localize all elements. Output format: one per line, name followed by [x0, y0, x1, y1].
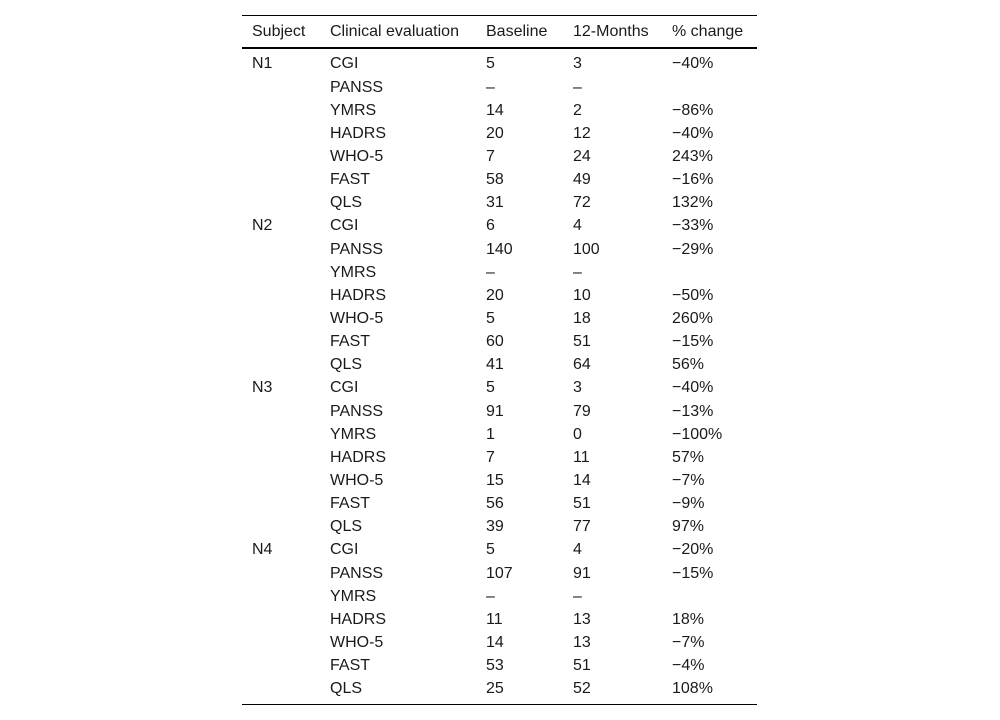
- cell-baseline: 107: [486, 564, 513, 582]
- table-row: [242, 353, 757, 376]
- cell-subject: [242, 515, 320, 538]
- cell-clinical-evaluation: QLS: [330, 355, 363, 373]
- cell-baseline: –: [486, 587, 495, 605]
- cell-percent-change: 243%: [672, 147, 713, 165]
- table-row: [242, 284, 757, 307]
- cell-12-months: 14: [573, 471, 591, 489]
- cell-percent-change: −40%: [672, 55, 714, 72]
- table-row: [242, 99, 757, 122]
- cell-subject: [242, 423, 320, 446]
- table-row: [242, 145, 757, 168]
- header-subject: Subject: [242, 16, 320, 49]
- cell-subject: [242, 585, 320, 608]
- cell-baseline: 15: [486, 471, 504, 489]
- cell-baseline: 56: [486, 494, 504, 512]
- cell-12-months: 77: [573, 517, 591, 535]
- cell-subject: [242, 353, 320, 376]
- cell-clinical-evaluation: HADRS: [330, 610, 387, 628]
- cell-percent-change: −13%: [672, 402, 714, 420]
- cell-percent-change: −33%: [672, 217, 714, 234]
- cell-clinical-evaluation: CGI: [330, 55, 359, 72]
- cell-subject: [242, 400, 320, 423]
- cell-subject: N1: [252, 55, 273, 72]
- table-row: [242, 562, 757, 585]
- cell-subject: [242, 654, 320, 677]
- table-row: [242, 446, 757, 469]
- cell-subject: N4: [252, 541, 273, 558]
- table-row: [242, 469, 757, 492]
- table-row: [242, 400, 757, 423]
- cell-clinical-evaluation: QLS: [330, 193, 363, 211]
- cell-clinical-evaluation: CGI: [330, 379, 359, 396]
- cell-baseline: 14: [486, 101, 504, 119]
- cell-percent-change: 56%: [672, 355, 705, 373]
- cell-baseline: 20: [486, 286, 504, 304]
- cell-baseline: 41: [486, 355, 504, 373]
- cell-percent-change: −15%: [672, 332, 714, 350]
- cell-subject: [242, 631, 320, 654]
- cell-clinical-evaluation: YMRS: [330, 587, 377, 605]
- cell-percent-change: −86%: [672, 101, 714, 119]
- cell-clinical-evaluation: WHO-5: [330, 633, 384, 651]
- cell-clinical-evaluation: YMRS: [330, 425, 377, 443]
- cell-clinical-evaluation: QLS: [320, 677, 476, 705]
- table-row: [242, 608, 757, 631]
- cell-subject: [242, 238, 320, 261]
- cell-12-months: –: [573, 587, 582, 605]
- cell-subject: N3: [252, 379, 273, 396]
- cell-percent-change: [662, 585, 757, 608]
- cell-12-months: 24: [573, 147, 591, 165]
- cell-12-months: –: [573, 78, 582, 96]
- cell-subject: [242, 608, 320, 631]
- cell-12-months: 64: [573, 355, 591, 373]
- cell-baseline: 5: [486, 541, 495, 558]
- cell-baseline: 140: [486, 240, 513, 258]
- cell-12-months: 79: [573, 402, 591, 420]
- cell-12-months: 52: [563, 677, 662, 705]
- cell-clinical-evaluation: PANSS: [330, 402, 384, 420]
- cell-subject: [242, 307, 320, 330]
- cell-percent-change: [662, 261, 757, 284]
- cell-percent-change: −7%: [672, 633, 705, 651]
- header-percent-change: % change: [662, 16, 757, 49]
- cell-12-months: 91: [573, 564, 591, 582]
- table-row: [242, 538, 757, 562]
- table-row: [242, 168, 757, 191]
- cell-subject: [242, 191, 320, 214]
- cell-subject: [242, 562, 320, 585]
- cell-baseline: 53: [486, 656, 504, 674]
- header-12-months: 12-Months: [563, 16, 662, 49]
- cell-12-months: 2: [573, 101, 582, 119]
- cell-clinical-evaluation: HADRS: [330, 286, 387, 304]
- table-row: [242, 677, 757, 705]
- cell-12-months: 51: [573, 494, 591, 512]
- cell-baseline: 7: [486, 448, 495, 466]
- cell-baseline: 5: [486, 309, 495, 327]
- cell-percent-change: −29%: [672, 240, 714, 258]
- cell-clinical-evaluation: HADRS: [330, 124, 387, 142]
- cell-percent-change: 57%: [672, 448, 705, 466]
- cell-12-months: 0: [573, 425, 582, 443]
- cell-clinical-evaluation: YMRS: [330, 101, 377, 119]
- cell-baseline: –: [486, 78, 495, 96]
- cell-subject: [242, 284, 320, 307]
- cell-12-months: –: [573, 263, 582, 281]
- cell-clinical-evaluation: CGI: [330, 217, 359, 234]
- table-body: [242, 48, 757, 705]
- cell-percent-change: −7%: [672, 471, 705, 489]
- cell-subject: [242, 76, 320, 99]
- table-row: [242, 330, 757, 353]
- cell-12-months: 100: [573, 240, 600, 258]
- cell-baseline: 20: [486, 124, 504, 142]
- clinical-evaluation-table-container: [242, 15, 757, 705]
- cell-baseline: 60: [486, 332, 504, 350]
- cell-baseline: 14: [486, 633, 504, 651]
- cell-12-months: 13: [573, 633, 591, 651]
- cell-clinical-evaluation: CGI: [330, 541, 359, 558]
- table-row: [242, 515, 757, 538]
- cell-clinical-evaluation: FAST: [330, 332, 371, 350]
- cell-baseline: 25: [476, 677, 563, 705]
- table-row: [242, 48, 757, 76]
- cell-12-months: 11: [573, 448, 590, 466]
- cell-subject: [242, 261, 320, 284]
- cell-percent-change: 97%: [672, 517, 705, 535]
- table-row: [242, 654, 757, 677]
- cell-percent-change: 108%: [662, 677, 757, 705]
- table-header: [242, 16, 757, 49]
- cell-12-months: 49: [573, 170, 591, 188]
- cell-subject: [242, 99, 320, 122]
- cell-subject: N2: [252, 217, 273, 234]
- cell-clinical-evaluation: HADRS: [330, 448, 387, 466]
- cell-12-months: 51: [573, 656, 591, 674]
- cell-subject: [242, 677, 320, 705]
- cell-baseline: 6: [486, 217, 495, 234]
- cell-subject: [242, 492, 320, 515]
- cell-percent-change: −9%: [672, 494, 705, 512]
- table-row: [242, 307, 757, 330]
- cell-percent-change: −16%: [672, 170, 714, 188]
- cell-baseline: 91: [486, 402, 504, 420]
- cell-12-months: 10: [573, 286, 591, 304]
- cell-12-months: 51: [573, 332, 591, 350]
- header-row: [242, 16, 757, 49]
- cell-subject: [242, 168, 320, 191]
- cell-percent-change: −40%: [672, 124, 714, 142]
- header-baseline: Baseline: [476, 16, 563, 49]
- cell-12-months: 12: [573, 124, 591, 142]
- cell-percent-change: 132%: [672, 193, 713, 211]
- cell-12-months: 3: [573, 55, 582, 72]
- header-clinical-evaluation: Clinical evaluation: [320, 16, 476, 49]
- table-row: [242, 214, 757, 238]
- cell-subject: [242, 469, 320, 492]
- cell-percent-change: 260%: [672, 309, 713, 327]
- cell-percent-change: −20%: [672, 541, 714, 558]
- cell-clinical-evaluation: PANSS: [330, 240, 384, 258]
- cell-clinical-evaluation: WHO-5: [330, 471, 384, 489]
- table-row: [242, 423, 757, 446]
- cell-subject: [242, 145, 320, 168]
- cell-clinical-evaluation: PANSS: [330, 78, 384, 96]
- cell-baseline: 1: [486, 425, 495, 443]
- cell-percent-change: 18%: [672, 610, 705, 628]
- cell-percent-change: −50%: [672, 286, 714, 304]
- cell-12-months: 4: [573, 217, 582, 234]
- cell-baseline: 58: [486, 170, 504, 188]
- table-row: [242, 76, 757, 99]
- cell-baseline: 5: [486, 379, 495, 396]
- cell-clinical-evaluation: PANSS: [330, 564, 384, 582]
- cell-clinical-evaluation: WHO-5: [330, 147, 384, 165]
- cell-clinical-evaluation: FAST: [330, 494, 371, 512]
- cell-percent-change: −15%: [672, 564, 714, 582]
- cell-baseline: –: [486, 263, 495, 281]
- cell-percent-change: −4%: [672, 656, 705, 674]
- table-row: [242, 631, 757, 654]
- table-row: [242, 191, 757, 214]
- cell-percent-change: −40%: [672, 379, 714, 396]
- table-row: [242, 261, 757, 284]
- cell-subject: [242, 446, 320, 469]
- cell-12-months: 3: [573, 379, 582, 396]
- cell-12-months: 18: [573, 309, 591, 327]
- cell-clinical-evaluation: FAST: [330, 656, 371, 674]
- table-row: [242, 492, 757, 515]
- cell-percent-change: [662, 76, 757, 99]
- cell-clinical-evaluation: YMRS: [330, 263, 377, 281]
- cell-clinical-evaluation: FAST: [330, 170, 371, 188]
- cell-baseline: 39: [486, 517, 504, 535]
- table-row: [242, 238, 757, 261]
- table-row: [242, 585, 757, 608]
- clinical-evaluation-table: [242, 15, 757, 705]
- cell-clinical-evaluation: QLS: [330, 517, 363, 535]
- cell-subject: [242, 122, 320, 145]
- table-row: [242, 376, 757, 400]
- cell-12-months: 72: [573, 193, 591, 211]
- cell-12-months: 4: [573, 541, 582, 558]
- cell-baseline: 31: [486, 193, 504, 211]
- cell-subject: [242, 330, 320, 353]
- cell-baseline: 7: [486, 147, 495, 165]
- cell-clinical-evaluation: WHO-5: [330, 309, 384, 327]
- cell-baseline: 11: [486, 610, 503, 628]
- cell-12-months: 13: [573, 610, 591, 628]
- cell-baseline: 5: [486, 55, 495, 72]
- table-row: [242, 122, 757, 145]
- cell-percent-change: −100%: [672, 425, 723, 443]
